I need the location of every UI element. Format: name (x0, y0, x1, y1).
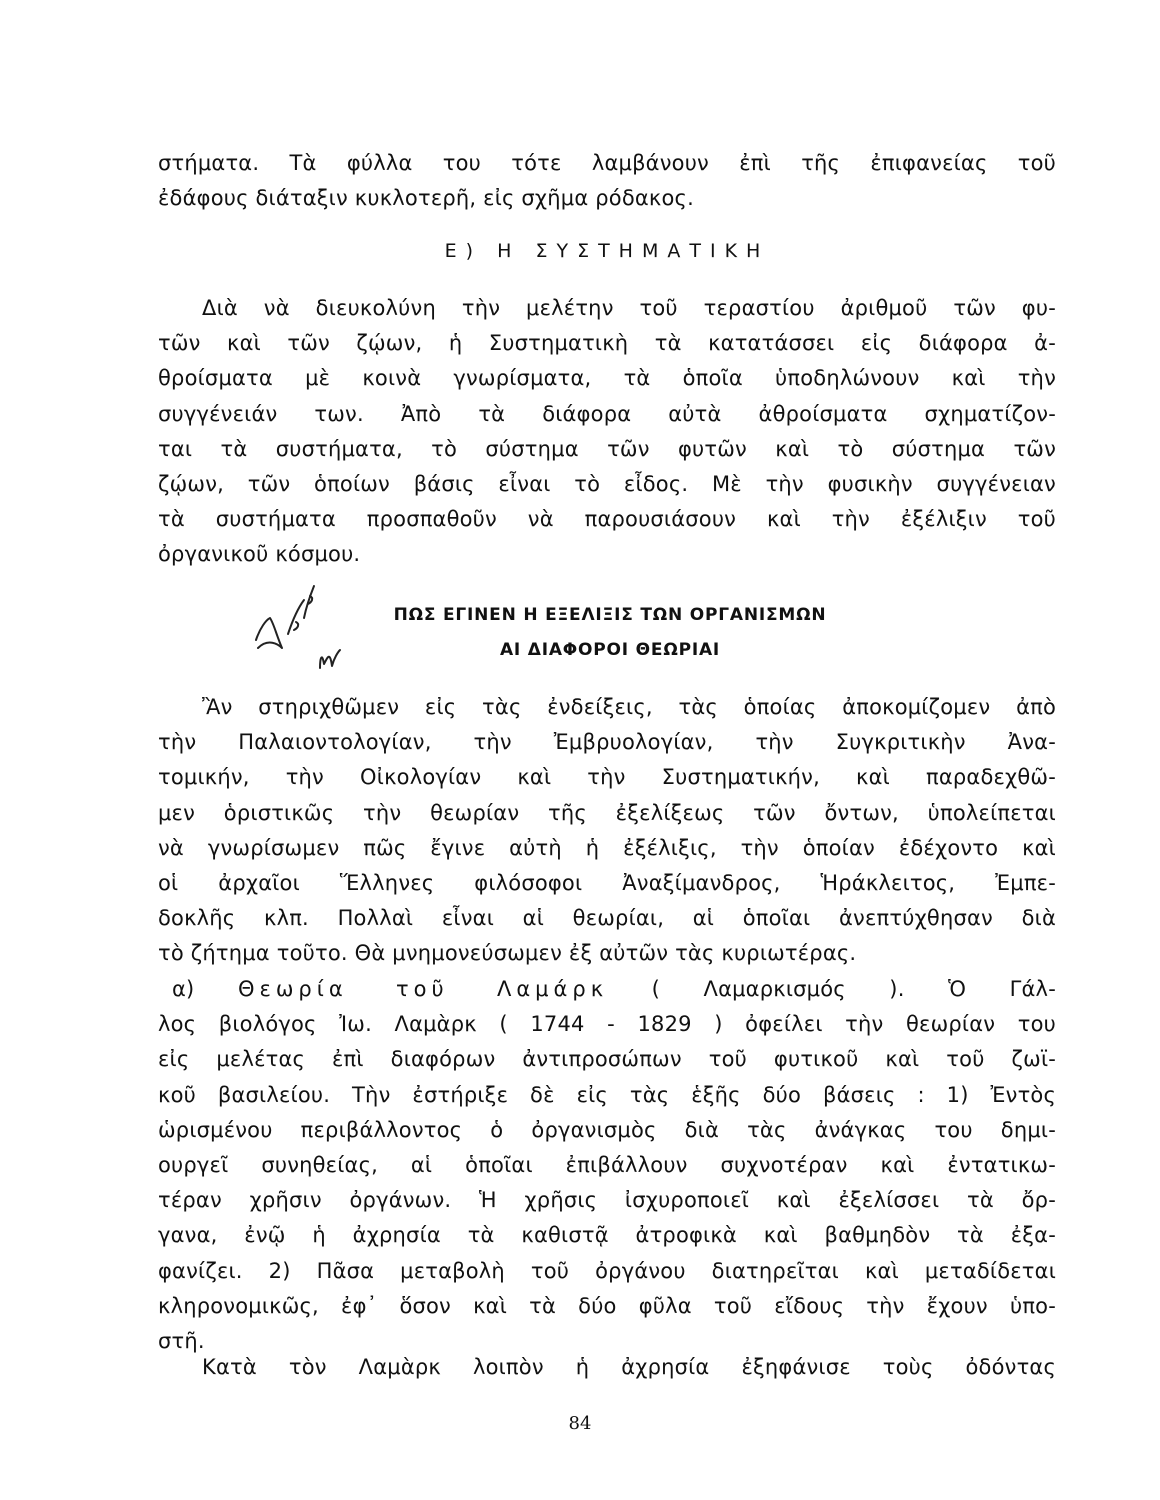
text-line: ζῴων, τῶν ὁποίων βάσις εἶναι τὸ εἶδος. Μὲ τὴν φυσικὴν συγγένειαν (158, 471, 1056, 496)
text-line: ται τὰ συστήματα, τὸ σύστημα τῶν φυτῶν καὶ τὸ σύστημα τῶν (158, 436, 1056, 461)
handwritten-annotation-icon (248, 578, 358, 678)
section-subheading-theories: ΑΙ ΔΙΑΦΟΡΟΙ ΘΕΩΡΙΑΙ (499, 640, 721, 660)
text-line: νὰ γνωρίσωμεν πῶς ἔγινε αὐτὴ ἡ ἐξέλιξις, τὴν ὁποίαν ἐδέχοντο καὶ (158, 835, 1056, 860)
text-line: στῆ. (158, 1328, 205, 1353)
paragraph-last (158, 1350, 1056, 1385)
paragraph-top (158, 146, 1056, 216)
text-line: φανίζει. 2) Πᾶσα μεταβολὴ τοῦ ὀργάνου διατηρεῖται καὶ μεταδίδεται (158, 1258, 1056, 1283)
text-line: τὰ συστήματα προσπαθοῦν νὰ παρουσιάσουν καὶ τὴν ἐξέλιξιν τοῦ (158, 507, 1056, 532)
section-heading-systematics: Ε) Η ΣΥΣΤΗΜΑΤΙΚΗ (444, 240, 770, 262)
text-line: ὡρισμένου περιβάλλοντος ὁ ὀργανισμὸς διὰ τὰς ἀνάγκας του δημι- (158, 1117, 1056, 1142)
page-number: 84 (568, 1413, 592, 1434)
text-fragment: Ὁ Γάλ- (948, 977, 1056, 1001)
text-line: Διὰ νὰ διευκολύνη τὴν μελέτην τοῦ τεραστίου ἀριθμοῦ τῶν φυ- (202, 296, 1056, 320)
text-line: μεν ὁριστικῶς τὴν θεωρίαν τῆς ἐξελίξεως τῶν ὄντων, ὑπολείπεται (158, 800, 1056, 825)
text-line: Κατὰ τὸν Λαμὰρκ λοιπὸν ἡ ἀχρησία ἐξηφάνισε τοὺς ὀδόντας (202, 1355, 1056, 1379)
text-line: τέραν χρῆσιν ὀργάνων. Ἡ χρῆσις ἰσχυροποιεῖ καὶ ἐξελίσσει τὰ ὄρ- (158, 1188, 1056, 1213)
item-label: α) (172, 977, 195, 1001)
text-line: τὸ ζήτημα τοῦτο. Θὰ μνημονεύσωμεν ἐξ αὐτῶν τὰς κυριωτέρας. (158, 941, 857, 966)
text-line: κοῦ βασιλείου. Τὴν ἐστήριξε δὲ εἰς τὰς ἑξῆς δύο βάσεις : 1) Ἐντὸς (158, 1082, 1056, 1107)
section-heading-evolution: ΠΩΣ ΕΓΙΝΕΝ Η ΕΞΕΛΙΞΙΣ ΤΩΝ ΟΡΓΑΝΙΣΜΩΝ (393, 605, 827, 625)
text-line: λος βιολόγος Ἰω. Λαμὰρκ ( 1744 - 1829 ) ὀφείλει τὴν θεωρίαν του (158, 1012, 1056, 1037)
text-line: γανα, ἐνῷ ἡ ἀχρησία τὰ καθιστᾷ ἀτροφικὰ καὶ βαθμηδὸν τὰ ἐξα- (158, 1223, 1056, 1248)
text-line: ἐδάφους διάταξιν κυκλοτερῆ, εἰς σχῆμα ρόδακος. (158, 186, 694, 211)
text-line: τῶν καὶ τῶν ζῴων, ἡ Συστηματικὴ τὰ κατατάσσει εἰς διάφορα ἀ- (158, 331, 1056, 356)
text-line: ουργεῖ συνηθείας, αἱ ὁποῖαι ἐπιβάλλουν συχνοτέραν καὶ ἐντατικω- (158, 1152, 1056, 1177)
text-line: εἰς μελέτας ἐπὶ διαφόρων ἀντιπροσώπων τοῦ φυτικοῦ καὶ τοῦ ζωϊ- (158, 1047, 1056, 1072)
text-line: τὴν Παλαιοντολογίαν, τὴν Ἐμβρυολογίαν, τὴν Συγκριτικὴν Ἀνα- (158, 730, 1056, 755)
text-line: κληρονομικῶς, ἐφ᾽ ὅσον καὶ τὰ δύο φῦλα τοῦ εἴδους τὴν ἔχουν ὑπο- (158, 1293, 1056, 1318)
paragraph-systematics (158, 291, 1056, 573)
text-line: δοκλῆς κλπ. Πολλαὶ εἶναι αἱ θεωρίαι, αἱ ὁποῖαι ἀνεπτύχθησαν διὰ (158, 906, 1056, 931)
text-line: Ἂν στηριχθῶμεν εἰς τὰς ἐνδείξεις, τὰς ὁποίας ἀποκομίζομεν ἀπὸ (202, 695, 1056, 719)
text-line: τομικήν, τὴν Οἰκολογίαν καὶ τὴν Συστηματικήν, καὶ παραδεχθῶ- (158, 765, 1056, 790)
text-line: ὀργανικοῦ κόσμου. (158, 542, 361, 567)
text-line: συγγένειάν των. Ἀπὸ τὰ διάφορα αὐτὰ ἀθροίσματα σχηματίζον- (158, 401, 1056, 426)
theory-title-paren: ( Λαμαρκισμός ). (651, 977, 905, 1001)
theory-title: Θεωρία τοῦ Λαμάρκ (237, 977, 609, 1001)
text-line: θροίσματα μὲ κοινὰ γνωρίσματα, τὰ ὁποῖα ὑποδηλώνουν καὶ τὴν (158, 366, 1056, 391)
paragraph-evolution (158, 690, 1056, 972)
paragraph-lamarck (158, 972, 1056, 1359)
lamarck-heading-line (158, 972, 1056, 1007)
text-line: στήματα. Τὰ φύλλα του τότε λαμβάνουν ἐπὶ τῆς ἐπιφανείας τοῦ (158, 151, 1056, 175)
text-line: οἱ ἀρχαῖοι Ἕλληνες φιλόσοφοι Ἀναξίμανδρος, Ἡράκλειτος, Ἐμπε- (158, 870, 1056, 895)
